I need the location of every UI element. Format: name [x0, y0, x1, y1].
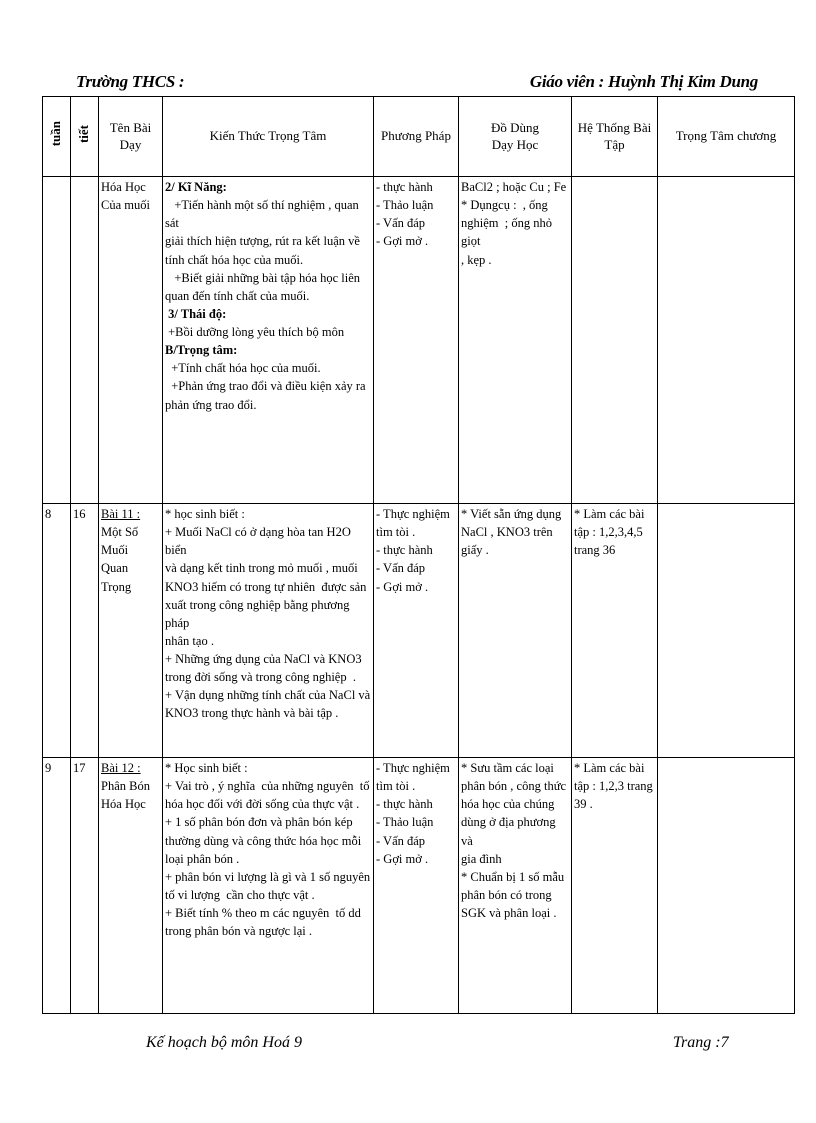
cell-line: * Sưu tầm các loại: [461, 761, 554, 775]
cell-line: tố vi lượng cần cho thực vật .: [165, 887, 315, 902]
cell-line: trong đời sống và trong công nghiệp .: [165, 670, 356, 685]
materials-cell: [459, 504, 572, 758]
cell-line: quan đến tính chất của muối.: [165, 288, 310, 303]
materials-cell: [459, 177, 572, 504]
cell-line: Phân Bón: [101, 779, 150, 794]
lesson-cell: [99, 758, 163, 1014]
footer-page-number: Trang :7: [673, 1034, 729, 1051]
cell-line: * học sinh biết :: [165, 507, 245, 521]
cell-line: , kẹp .: [461, 252, 492, 267]
cell-line: * Viết sẵn ứng dụng: [461, 507, 562, 521]
cell-line: + Vai trò , ý nghĩa của những nguyên tố: [165, 779, 370, 794]
cell-line: + Vận dụng những tính chất của NaCl và: [165, 688, 371, 703]
cell-line: + 1 số phân bón đơn và phân bón kép: [165, 815, 353, 830]
lesson-plan-table: [42, 96, 795, 1014]
cell-line: trang 36: [574, 543, 616, 558]
cell-line: +Bồi dưỡng lòng yêu thích bộ môn: [165, 325, 345, 339]
cell-line: SGK và phân loại .: [461, 906, 557, 920]
table-row: [43, 177, 795, 504]
col-method: Phương Pháp: [374, 97, 459, 177]
col-chapter-focus: Trọng Tâm chương: [658, 97, 795, 177]
cell-line: BaCl2 ; hoặc Cu ; Fe: [461, 180, 567, 194]
cell-line: +Tiến hành một số thí nghiệm , quan sát: [165, 198, 362, 231]
cell-line: - Thực nghiệm: [376, 761, 450, 775]
week-cell: [43, 177, 71, 504]
cell-line: loại phân bón .: [165, 851, 240, 866]
cell-line: + Những ứng dụng của NaCl và KNO3: [165, 652, 362, 666]
knowledge-cell: [163, 504, 374, 758]
cell-line: +Tính chất hóa học của muối.: [165, 361, 321, 376]
method-cell: [374, 177, 459, 504]
chapter-focus-cell: [658, 758, 795, 1014]
cell-line: - Vấn đáp: [376, 561, 426, 576]
cell-line: * Học sinh biết :: [165, 761, 248, 775]
cell-line: Hóa Học: [101, 797, 146, 812]
cell-line: + Muối NaCl có ở dạng hòa tan H2O biển: [165, 525, 354, 558]
cell-line: KNO3 hiếm có trong tự nhiên được sản: [165, 579, 367, 594]
school-label: Trường THCS :: [76, 72, 185, 91]
period-cell: [71, 177, 99, 504]
cell-line: Một Số: [101, 525, 139, 540]
period-cell: 17: [71, 758, 99, 1014]
cell-line: - Thực nghiệm: [376, 507, 450, 521]
cell-line: + phân bón vi lượng là gì và 1 số nguyên: [165, 869, 371, 884]
cell-line: + Biết tính % theo m các nguyên tố dd: [165, 906, 361, 920]
method-cell: [374, 504, 459, 758]
cell-line: hóa học đối với đời sống của thực vật .: [165, 797, 360, 812]
cell-line: +Biết giải những bài tập hóa học liên: [165, 270, 361, 285]
cell-line: Bài 11 :: [101, 507, 141, 521]
cell-line: gia đình: [461, 851, 502, 866]
cell-line: phân bón , công thức: [461, 779, 567, 794]
cell-line: 3/ Thái độ:: [165, 306, 227, 321]
footer-plan-label: Kế hoạch bộ môn Hoá 9: [146, 1034, 302, 1051]
method-cell: [374, 758, 459, 1014]
cell-line: tính chất hóa học của muối.: [165, 252, 304, 267]
cell-line: 39 .: [574, 797, 593, 812]
cell-line: xuất trong công nghiệp bằng phương pháp: [165, 597, 353, 630]
cell-line: * Chuẩn bị 1 số mẫu: [461, 869, 565, 884]
cell-line: Trọng: [101, 579, 132, 594]
chapter-focus-cell: [658, 177, 795, 504]
cell-line: - Gợi mở .: [376, 851, 429, 866]
teacher-label: Giáo viên : Huỳnh Thị Kim Dung: [529, 72, 758, 91]
lesson-cell: [99, 504, 163, 758]
cell-line: KNO3 trong thực hành và bài tập .: [165, 706, 339, 721]
col-knowledge: Kiến Thức Trọng Tâm: [163, 97, 374, 177]
lesson-cell: [99, 177, 163, 504]
cell-line: tập : 1,2,3,4,5: [574, 525, 643, 540]
cell-line: 2/ Kĩ Năng:: [165, 180, 227, 194]
col-materials: Đồ Dùng Dạy Học: [459, 97, 572, 177]
cell-line: phản ứng trao đổi.: [165, 397, 257, 412]
chapter-focus-cell: [658, 504, 795, 758]
col-lesson: Tên Bài Dạy: [99, 97, 163, 177]
cell-line: - Gợi mở .: [376, 234, 429, 249]
cell-line: - Gợi mở .: [376, 579, 429, 594]
cell-line: - Thảo luận: [376, 198, 434, 213]
table-row: [43, 758, 795, 1014]
cell-line: +Phản ứng trao đổi và điều kiện xảy ra: [165, 379, 366, 394]
cell-line: và dạng kết tinh trong mỏ muối , muối: [165, 561, 358, 576]
header-row: [43, 97, 795, 177]
cell-line: - thực hành: [376, 180, 433, 194]
cell-line: - Vấn đáp: [376, 216, 426, 231]
materials-cell: [459, 758, 572, 1014]
week-cell: 8: [43, 504, 71, 758]
col-exercises: Hệ Thống Bài Tập: [572, 97, 658, 177]
cell-line: trong phân bón và ngược lại .: [165, 924, 313, 939]
cell-line: - Vấn đáp: [376, 833, 426, 848]
cell-line: tập : 1,2,3 trang: [574, 779, 653, 794]
col-period: tiết: [71, 97, 99, 177]
cell-line: dùng ở địa phương và: [461, 815, 559, 848]
cell-line: tìm tòi .: [376, 525, 416, 540]
cell-line: nhân tạo .: [165, 633, 214, 648]
exercises-cell: [572, 758, 658, 1014]
week-cell: 9: [43, 758, 71, 1014]
cell-line: - Thảo luận: [376, 815, 434, 830]
period-cell: 16: [71, 504, 99, 758]
cell-line: B/Trọng tâm:: [165, 343, 238, 358]
cell-line: * Dụngcụ : , ống: [461, 198, 548, 213]
knowledge-cell: [163, 758, 374, 1014]
exercises-cell: [572, 177, 658, 504]
cell-line: thường dùng và công thức hóa học mỗi: [165, 833, 362, 848]
cell-line: Hóa Học: [101, 180, 146, 194]
exercises-cell: [572, 504, 658, 758]
cell-line: - thực hành: [376, 797, 433, 812]
knowledge-cell: [163, 177, 374, 504]
cell-line: * Làm các bài: [574, 507, 645, 521]
cell-line: phân bón có trong: [461, 887, 552, 902]
cell-line: tìm tòi .: [376, 779, 416, 794]
cell-line: hóa học của chúng: [461, 797, 555, 812]
cell-line: Của muối: [101, 198, 150, 213]
cell-line: giải thích hiện tượng, rút ra kết luận về: [165, 234, 360, 249]
table-row: [43, 504, 795, 758]
col-week: tuần: [43, 97, 71, 177]
cell-line: * Làm các bài: [574, 761, 645, 775]
cell-line: nghiệm ; ống nhỏ giọt: [461, 216, 556, 249]
cell-line: giấy .: [461, 543, 489, 558]
cell-line: - thực hành: [376, 543, 433, 558]
cell-line: NaCl , KNO3 trên: [461, 525, 553, 540]
cell-line: Bài 12 :: [101, 761, 141, 775]
cell-line: Muối Quan: [101, 543, 135, 576]
